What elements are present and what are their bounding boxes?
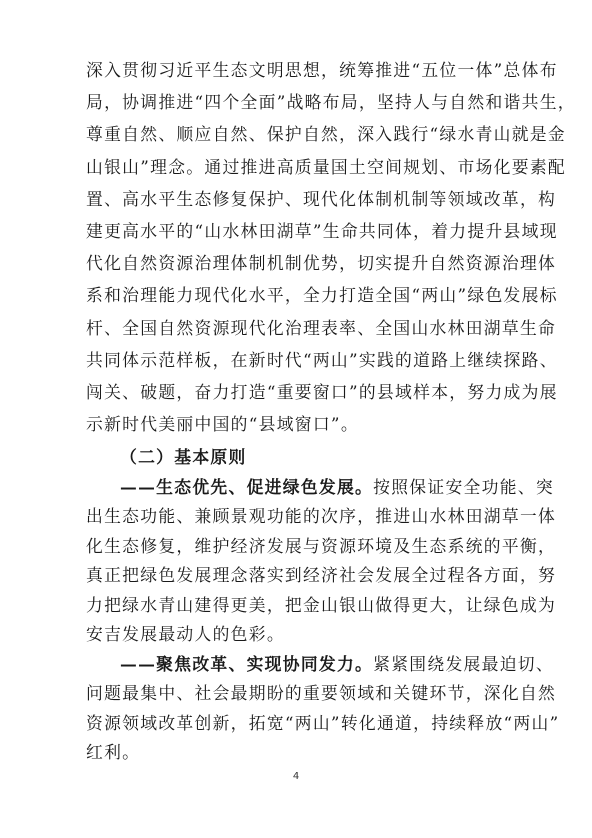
- text-line: 安吉发展最动人的色彩。: [86, 624, 285, 644]
- principle-title: ——生态优先、促进绿色发展。: [120, 477, 374, 497]
- text-line: 深入贯彻习近平生态文明思想，统筹推进“五位一体”总体布: [86, 60, 558, 80]
- principle-title: ——聚焦改革、实现协同发力。: [120, 654, 374, 674]
- text-line: 资源领域改革创新，拓宽“两山”转化通道，持续释放“两山”: [86, 713, 560, 733]
- text-line: 局，协调推进“四个全面”战略布局，坚持人与自然和谐共生，: [86, 92, 576, 112]
- text-line: 置、高水平生态修复保护、现代化体制机制等领域改革，构: [86, 189, 557, 209]
- text-line: 系和治理能力现代化水平，全力打造全国“两山”绿色发展标: [86, 285, 558, 305]
- text-line: 共同体示范样板，在新时代“两山”实践的道路上继续探路、: [86, 350, 558, 370]
- text-line: 红利。: [86, 742, 141, 762]
- text-line: 闯关、破题，奋力打造“重要窗口”的县域样本，努力成为展: [86, 382, 558, 402]
- text-line: 代化自然资源治理体制机制优势，切实提升自然资源治理体: [86, 253, 557, 273]
- section-heading: （二）基本原则: [120, 447, 247, 467]
- text-line: 问题最集中、社会最期盼的重要领域和关键环节，深化自然: [86, 683, 557, 703]
- principle-text: 紧紧围绕发展最迫切、: [373, 654, 554, 674]
- text-line: 山银山”理念。通过推进高质量国土空间规划、市场化要素配: [86, 157, 566, 177]
- text-line: 真正把绿色发展理念落实到经济社会发展全过程各方面，努: [86, 565, 557, 585]
- text-line: 示新时代美丽中国的“县域窗口”。: [86, 414, 359, 434]
- text-line: 化生态修复，维护经济发展与资源环境及生态系统的平衡，: [86, 536, 557, 556]
- text-line: 出生态功能、兼顾景观功能的次序，推进山水林田湖草一体: [86, 506, 557, 526]
- text-line: 尊重自然、顺应自然、保护自然，深入践行“绿水青山就是金: [86, 124, 566, 144]
- text-line: 力把绿水青山建得更美，把金山银山做得更大，让绿色成为: [86, 595, 557, 615]
- page-number: 4: [292, 771, 300, 782]
- principle-text: 按照保证安全功能、突: [373, 477, 554, 497]
- text-line: 杆、全国自然资源现代化治理表率、全国山水林田湖草生命: [86, 318, 557, 338]
- principle-first-line: [120, 649, 554, 679]
- principle-first-line: [120, 472, 554, 502]
- text-line: 建更高水平的“山水林田湖草”生命共同体，着力提升县域现: [86, 221, 558, 241]
